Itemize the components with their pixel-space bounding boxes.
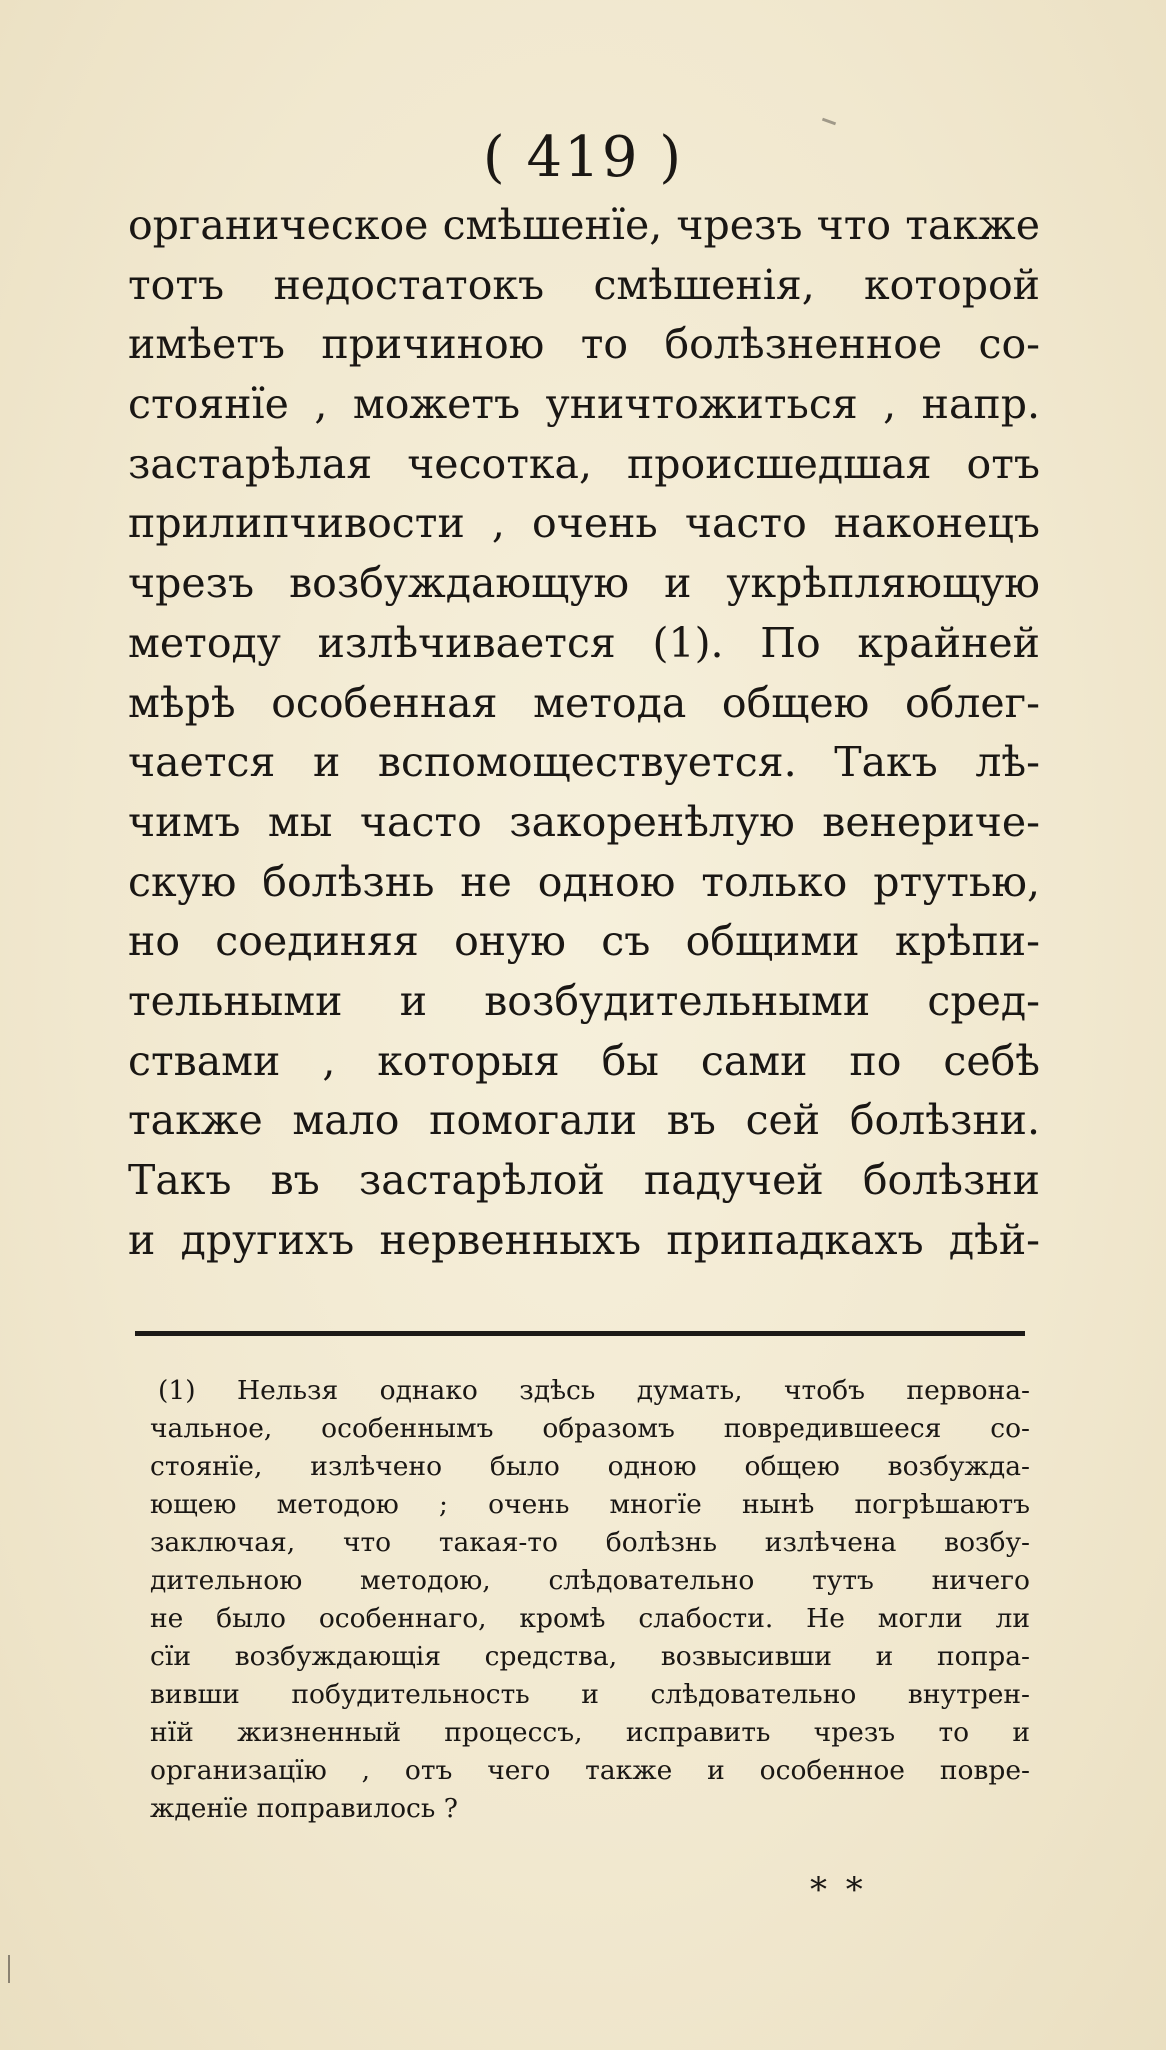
footnote-line: вивши побудительность и слѣдовательно внутрен- bbox=[150, 1679, 1030, 1710]
footnote bbox=[150, 1372, 1030, 1828]
text-line: чается и вспомоществуется. Такъ лѣ- bbox=[128, 738, 1040, 787]
footnote-line: не было особеннаго, кромѣ слабости. Не могли ли bbox=[150, 1603, 1030, 1634]
footnote-line: заключая, что такая-то болѣзнь излѣчена возбу- bbox=[150, 1527, 1030, 1558]
text-line: скую болѣзнь не одною только ртутью, bbox=[128, 857, 1040, 906]
footnote-divider bbox=[135, 1331, 1025, 1336]
text-line: чрезъ возбуждающую и укрѣпляющую bbox=[128, 559, 1040, 608]
text-line: также мало помогали въ сей болѣзни. bbox=[128, 1096, 1040, 1145]
text-line: и другихъ нервенныхъ припадкахъ дѣй- bbox=[128, 1215, 1040, 1264]
margin-mark bbox=[8, 1955, 10, 1983]
text-line: чимъ мы часто закоренѣлую венериче- bbox=[128, 797, 1040, 846]
footnote-line: жденїе поправилось ? bbox=[150, 1793, 458, 1824]
text-line: но соединяя оную съ общими крѣпи- bbox=[128, 917, 1040, 966]
footnote-line: ющею методою ; очень многїе нынѣ погрѣшаютъ bbox=[150, 1489, 1030, 1520]
text-line: тельными и возбудительными сред- bbox=[128, 976, 1040, 1025]
footnote-line: (1) Нельзя однако здѣсь думать, чтобъ первона- bbox=[158, 1375, 1030, 1406]
text-line: Такъ въ застарѣлой падучей болѣзни bbox=[128, 1156, 1040, 1204]
footnote-line: нїй жизненный процессъ, исправить чрезъ то и bbox=[150, 1717, 1030, 1748]
text-line: мѣрѣ особенная метода общею облег- bbox=[128, 678, 1040, 727]
text-line: имѣетъ причиною то болѣзненное со- bbox=[128, 320, 1040, 369]
footnote-line: чальное, особеннымъ образомъ повредившееся со- bbox=[150, 1413, 1030, 1444]
signature-mark: * * bbox=[810, 1870, 867, 1910]
ink-speck bbox=[822, 118, 836, 126]
text-line: тотъ недостатокъ смѣшенія, которой bbox=[128, 260, 1040, 309]
text-line: методу излѣчивается (1). По крайней bbox=[128, 618, 1040, 667]
main-text bbox=[128, 196, 1040, 1270]
footnote-line: организацїю , отъ чего также и особенное повре- bbox=[150, 1755, 1030, 1786]
page-number: ( 419 ) bbox=[482, 125, 684, 190]
text-line: прилипчивости , очень часто наконецъ bbox=[128, 499, 1040, 548]
text-line: стоянїе , можетъ уничтожиться , напр. bbox=[128, 380, 1040, 429]
footnote-line: сїи возбуждающія средства, возвысивши и попра- bbox=[150, 1641, 1030, 1672]
text-line: ствами , которыя бы сами по себѣ bbox=[128, 1036, 1040, 1085]
text-line: органическое смѣшенїе, чрезъ что также bbox=[128, 201, 1040, 249]
text-line: застарѣлая чесотка, происшедшая отъ bbox=[128, 439, 1040, 488]
footnote-line: дительною методою, слѣдовательно тутъ ничего bbox=[150, 1565, 1030, 1596]
footnote-line: стоянїе, излѣчено было одною общею возбужда- bbox=[150, 1451, 1030, 1482]
